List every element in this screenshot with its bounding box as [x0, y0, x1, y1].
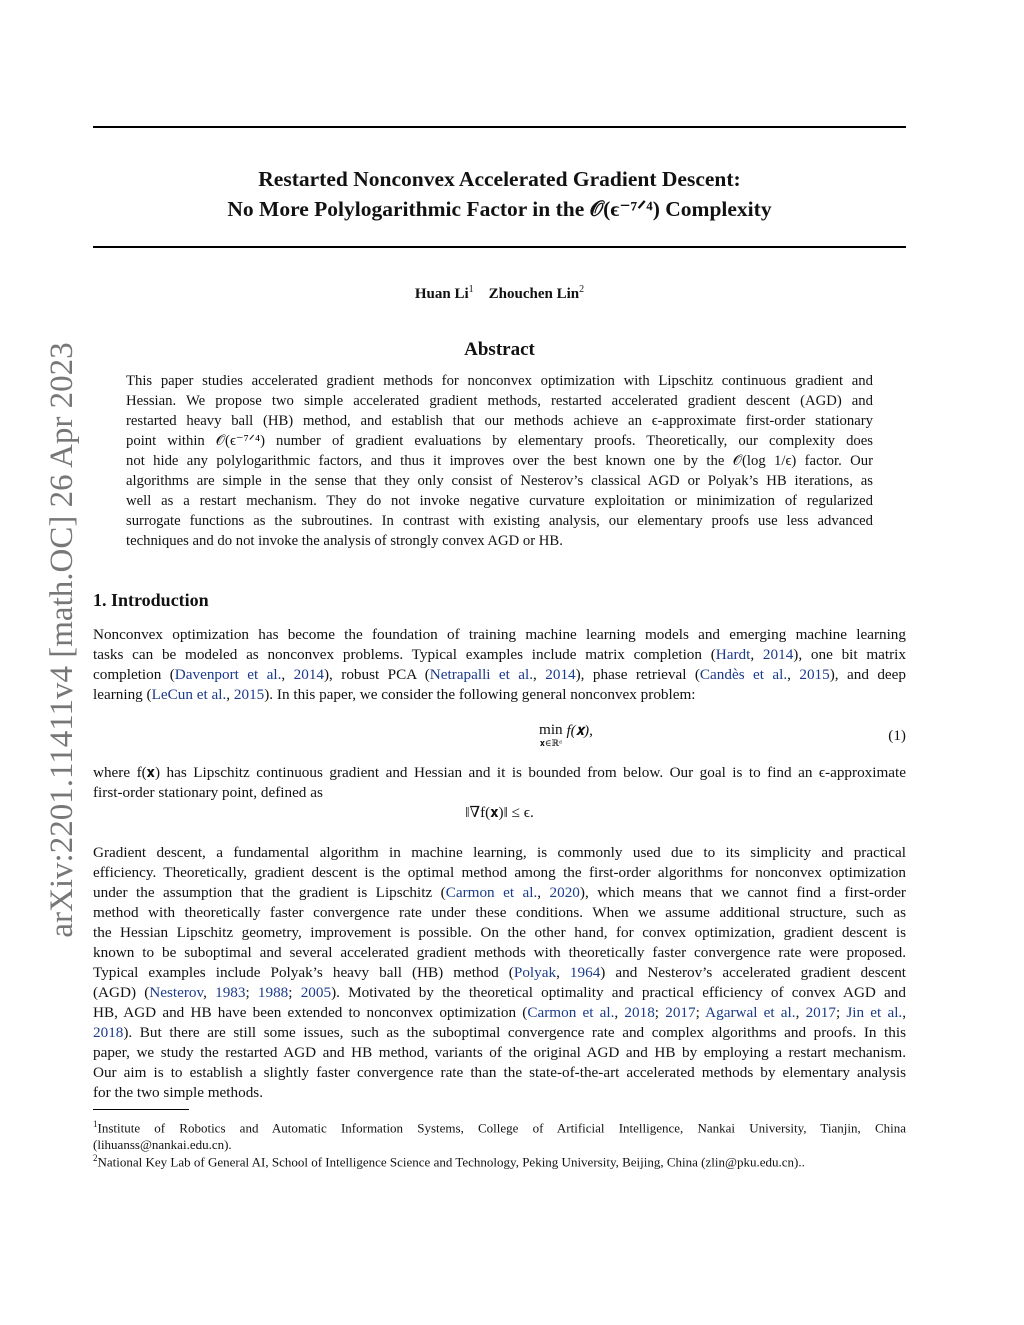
- abstract-line: algorithms are simple in the sense that they only consist of Nesterov’s classical AGD or Polyak’s HB iterations, as: [126, 473, 873, 489]
- abstract-body: [126, 371, 873, 551]
- citation-link[interactable]: 2005: [300, 984, 332, 1001]
- citation-link[interactable]: 2017: [805, 1004, 836, 1021]
- text-line: known to be suboptimal and several accelerated gradient methods with theoretically faster convergence rate were proposed.: [93, 944, 906, 961]
- text-run: ,: [787, 666, 800, 683]
- text-run: ,: [750, 646, 763, 663]
- text-run: ). Motivated by the theoretical optimality and practical efficiency of convex AGD and: [331, 984, 906, 1001]
- text-run: ,: [795, 1004, 806, 1021]
- text-run: ), which means that we cannot find a first-order: [579, 884, 906, 901]
- citation-link[interactable]: Nesterov: [149, 984, 204, 1001]
- footnote-text: Institute of Robotics and Automatic Information Systems, College of Artificial Intelligence, Nankai University, Tianjin, China: [97, 1120, 906, 1136]
- citation-link[interactable]: 2015: [799, 666, 830, 683]
- text-run: ) and Nesterov’s accelerated gradient descent: [600, 964, 907, 981]
- author-affiliation-mark: 1: [468, 284, 474, 295]
- paper-title-line-1: Restarted Nonconvex Accelerated Gradient Descent:: [258, 167, 741, 191]
- text-run: ;: [654, 1004, 666, 1021]
- text-run: ,: [281, 666, 294, 683]
- text-line: the Hessian Lipschitz geometry, improvement is possible. On the other hand, for convex optimization, gradient descent is: [93, 924, 906, 941]
- objective-expression: f(𝐱),: [566, 722, 593, 739]
- text-line: Our aim is to establish a slightly faster convergence rate than the state-of-the-art accelerated methods by elementary analysis: [93, 1064, 906, 1081]
- text-line: [93, 665, 906, 685]
- footnote-line: [93, 1116, 906, 1136]
- text-run: ;: [695, 1004, 706, 1021]
- abstract-line: restarted heavy ball (HB) method, and establish that our methods achieve an ϵ-approximate first-order stationary: [126, 413, 873, 429]
- citation-link[interactable]: 2017: [665, 1004, 696, 1021]
- footnote-text: National Key Lab of General AI, School of Intelligence Science and Technology, Peking University, Beijing, China (zlin@pku.edu.cn)..: [97, 1154, 805, 1170]
- intro-paragraph-1: [93, 625, 906, 705]
- text-run: ;: [288, 984, 301, 1001]
- author-name: Zhouchen Lin: [488, 286, 580, 302]
- text-line: efficiency. Theoretically, gradient descent is the optimal method among the first-order algorithms for nonconvex optimization: [93, 864, 906, 881]
- text-line: method with theoretically faster convergence rate under these conditions. When we assume additional structure, such as: [93, 904, 906, 921]
- citation-link[interactable]: 2015: [233, 686, 265, 703]
- citation-link[interactable]: Carmon et al.: [527, 1004, 615, 1021]
- footnote-mark: 1: [93, 1119, 98, 1129]
- text-line: [93, 883, 906, 903]
- text-line: [93, 983, 906, 1003]
- equation-1: [93, 722, 906, 752]
- paper-title-line-2: No More Polylogarithmic Factor in the 𝒪(ϵ⁻⁷ᐟ⁴) Complexity: [227, 197, 772, 221]
- text-run: ;: [245, 984, 258, 1001]
- abstract-line: techniques and do not invoke the analysis of strongly convex AGD or HB.: [126, 533, 563, 549]
- section-heading-introduction: 1. Introduction: [93, 590, 209, 610]
- footnote-line: [93, 1150, 906, 1170]
- text-line: [93, 1003, 906, 1023]
- abstract-line: point within 𝒪(ϵ⁻⁷ᐟ⁴) number of gradient evaluations by elementary proofs. Theoretically, our complexity does: [126, 433, 873, 449]
- text-run: (AGD) (: [93, 984, 150, 1001]
- citation-link[interactable]: Candès et al.: [699, 666, 788, 683]
- text-line: Gradient descent, a fundamental algorithm in machine learning, is commonly used due to its simplicity and practical: [93, 844, 906, 861]
- text-run: ), one bit matrix: [793, 646, 906, 663]
- footnote-2: [93, 1150, 906, 1170]
- text-run: ), robust PCA (: [324, 666, 430, 683]
- text-run: ,: [533, 666, 546, 683]
- text-run: Typical examples include Polyak’s heavy ball (HB) method (: [93, 964, 514, 981]
- citation-link[interactable]: 1983: [215, 984, 246, 1001]
- text-line: for the two simple methods.: [93, 1084, 263, 1101]
- intro-paragraph-2: [93, 763, 906, 803]
- text-line: where f(𝐱) has Lipschitz continuous gradient and Hessian and it is bounded from below. Our goal is to find an ϵ-approximate: [93, 764, 906, 781]
- text-run: ;: [835, 1004, 847, 1021]
- citation-link[interactable]: 2014: [545, 666, 576, 683]
- citation-link[interactable]: LeCun et al.: [151, 686, 227, 703]
- citation-link[interactable]: Carmon et al.: [445, 884, 538, 901]
- equation-stationary-point: ‖∇f(𝐱)‖ ≤ ϵ.: [465, 804, 534, 821]
- abstract-line: well as a restart mechanism. They do not invoke negative curvature exploitation or minimization of regularized: [126, 493, 873, 509]
- author-name: Huan Li: [414, 286, 469, 302]
- text-run: ), phase retrieval (: [575, 666, 700, 683]
- citation-link[interactable]: Polyak: [513, 964, 557, 981]
- citation-link[interactable]: Davenport et al.: [174, 666, 282, 683]
- text-run: ), and deep: [829, 666, 906, 683]
- text-line: [93, 645, 906, 665]
- citation-link[interactable]: Netrapalli et al.: [429, 666, 534, 683]
- text-run: ,: [902, 1004, 907, 1021]
- citation-link[interactable]: Jin et al.: [846, 1004, 903, 1021]
- text-line: first-order stationary point, defined as: [93, 784, 323, 801]
- citation-link[interactable]: 1988: [257, 984, 289, 1001]
- abstract-line: Hessian. We propose two simple accelerated gradient methods, restarted accelerated gradient descent (AGD) and: [126, 393, 873, 409]
- footnote-1: [93, 1116, 906, 1153]
- text-run: ). But there are still some issues, such as the suboptimal convergence rate and complex algorithms and proofs. In this: [123, 1024, 906, 1041]
- footnote-separator: [93, 1109, 189, 1110]
- title-rule-top: [93, 126, 906, 128]
- citation-link[interactable]: 2018: [624, 1004, 655, 1021]
- equation-number: (1): [888, 727, 906, 744]
- min-operator: [539, 722, 563, 748]
- text-line: [93, 1023, 906, 1043]
- abstract-heading: Abstract: [464, 339, 535, 360]
- text-run: ,: [614, 1004, 625, 1021]
- text-line: paper, we study the restarted AGD and HB method, variants of the original AGD and HB by employing a restart mechanism.: [93, 1044, 906, 1061]
- text-run: ,: [556, 964, 570, 981]
- equation-expression: [539, 722, 593, 748]
- text-line: [93, 685, 906, 705]
- arxiv-identifier: arXiv:2201.11411v4 [math.OC] 26 Apr 2023: [44, 342, 80, 938]
- text-run: tasks can be modeled as nonconvex problems. Typical examples include matrix completion (: [93, 646, 716, 663]
- text-run: ,: [537, 884, 550, 901]
- text-line: Nonconvex optimization has become the foundation of training machine learning models and emerging machine learning: [93, 626, 906, 643]
- footnote-mark: 2: [93, 1153, 98, 1163]
- citation-link[interactable]: Hardt: [715, 646, 751, 663]
- citation-link[interactable]: 2014: [762, 646, 794, 663]
- min-text: min: [539, 721, 563, 738]
- abstract-line: not hide any polylogarithmic factors, and thus it improves over the best known one by the 𝒪(log 1/ϵ) factor. Our: [126, 453, 873, 469]
- min-subscript: 𝐱∈ℝᵈ: [539, 738, 562, 748]
- intro-paragraph-3: [93, 843, 906, 1103]
- text-run: learning (: [93, 686, 152, 703]
- citation-link[interactable]: 2020: [549, 884, 580, 901]
- text-run: HB, AGD and HB have been extended to nonconvex optimization (: [93, 1004, 528, 1021]
- footnote-line: (lihuanss@nankai.edu.cn).: [93, 1137, 232, 1153]
- citation-link[interactable]: Agarwal et al.: [705, 1004, 796, 1021]
- author-list: [93, 284, 906, 303]
- citation-link[interactable]: 1964: [569, 964, 601, 981]
- text-run: ). In this paper, we consider the following general nonconvex problem:: [264, 686, 696, 703]
- abstract-line: surrogate functions as the subroutines. In contrast with existing analysis, our elementary proofs use less advanced: [126, 513, 873, 529]
- citation-link[interactable]: 2014: [293, 666, 324, 683]
- text-run: ,: [226, 686, 234, 703]
- text-run: ,: [203, 984, 216, 1001]
- text-run: under the assumption that the gradient is Lipschitz (: [93, 884, 446, 901]
- citation-link[interactable]: 2018: [93, 1024, 124, 1041]
- abstract-line: This paper studies accelerated gradient methods for nonconvex optimization with Lipschitz continuous gradient and: [126, 373, 873, 389]
- text-line: [93, 963, 906, 983]
- text-run: completion (: [93, 666, 175, 683]
- title-rule-bottom: [93, 246, 906, 248]
- author-affiliation-mark: 2: [579, 284, 585, 295]
